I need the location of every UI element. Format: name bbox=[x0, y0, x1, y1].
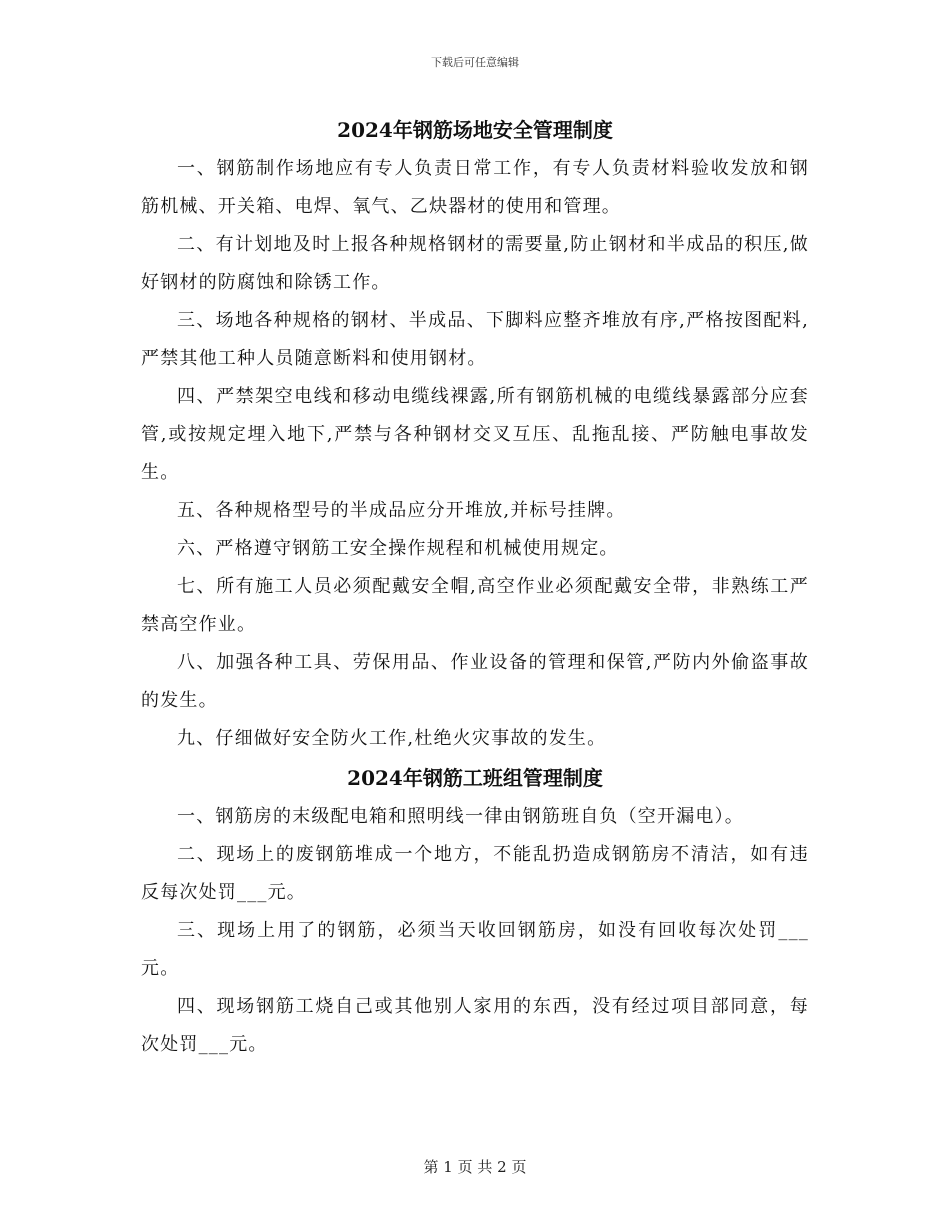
paragraph: 一、钢筋制作场地应有专人负责日常工作，有专人负责材料验收发放和钢筋机械、开关箱、电焊、氧气、乙炔器材的使用和管理。 bbox=[141, 158, 809, 217]
section-title: 2024年钢筋工班组管理制度 bbox=[347, 766, 603, 790]
paragraph: 九、仔细做好安全防火工作,杜绝火灾事故的发生。 bbox=[177, 728, 607, 749]
paragraph: 八、加强各种工具、劳保用品、作业设备的管理和保管,严防内外偷盗事故的发生。 bbox=[141, 652, 809, 711]
page-header-note: 下载后可任意编辑 bbox=[431, 56, 519, 69]
paragraph: 七、所有施工人员必须配戴安全帽,高空作业必须配戴安全带，非熟练工严禁高空作业。 bbox=[141, 576, 809, 635]
section-title: 2024年钢筋场地安全管理制度 bbox=[337, 118, 613, 142]
page-footer-number: 第 1 页 共 2 页 bbox=[423, 1158, 527, 1176]
paragraph: 四、严禁架空电线和移动电缆线裸露,所有钢筋机械的电缆线暴露部分应套管,或按规定埋入地下,严禁与各种钢材交叉互压、乱拖乱接、严防触电事故发生。 bbox=[141, 386, 809, 483]
paragraph: 六、严格遵守钢筋工安全操作规程和机械使用规定。 bbox=[177, 538, 619, 559]
paragraph: 一、钢筋房的末级配电箱和照明线一律由钢筋班自负（空开漏电）。 bbox=[177, 806, 744, 827]
paragraph: 二、有计划地及时上报各种规格钢材的需要量,防止钢材和半成品的积压,做好钢材的防腐蚀和除锈工作。 bbox=[141, 234, 809, 293]
paragraph: 三、现场上用了的钢筋，必须当天收回钢筋房，如没有回收每次处罚___元。 bbox=[141, 920, 809, 979]
paragraph: 四、现场钢筋工烧自己或其他别人家用的东西，没有经过项目部同意，每次处罚___元。 bbox=[141, 996, 809, 1055]
paragraph: 二、现场上的废钢筋堆成一个地方，不能乱扔造成钢筋房不清洁，如有违反每次处罚___元。 bbox=[141, 844, 809, 903]
document-body bbox=[141, 112, 809, 1064]
paragraph: 五、各种规格型号的半成品应分开堆放,并标号挂牌。 bbox=[177, 500, 626, 521]
paragraph: 三、场地各种规格的钢材、半成品、下脚料应整齐堆放有序,严格按图配料,严禁其他工种人员随意断料和使用钢材。 bbox=[141, 310, 809, 369]
